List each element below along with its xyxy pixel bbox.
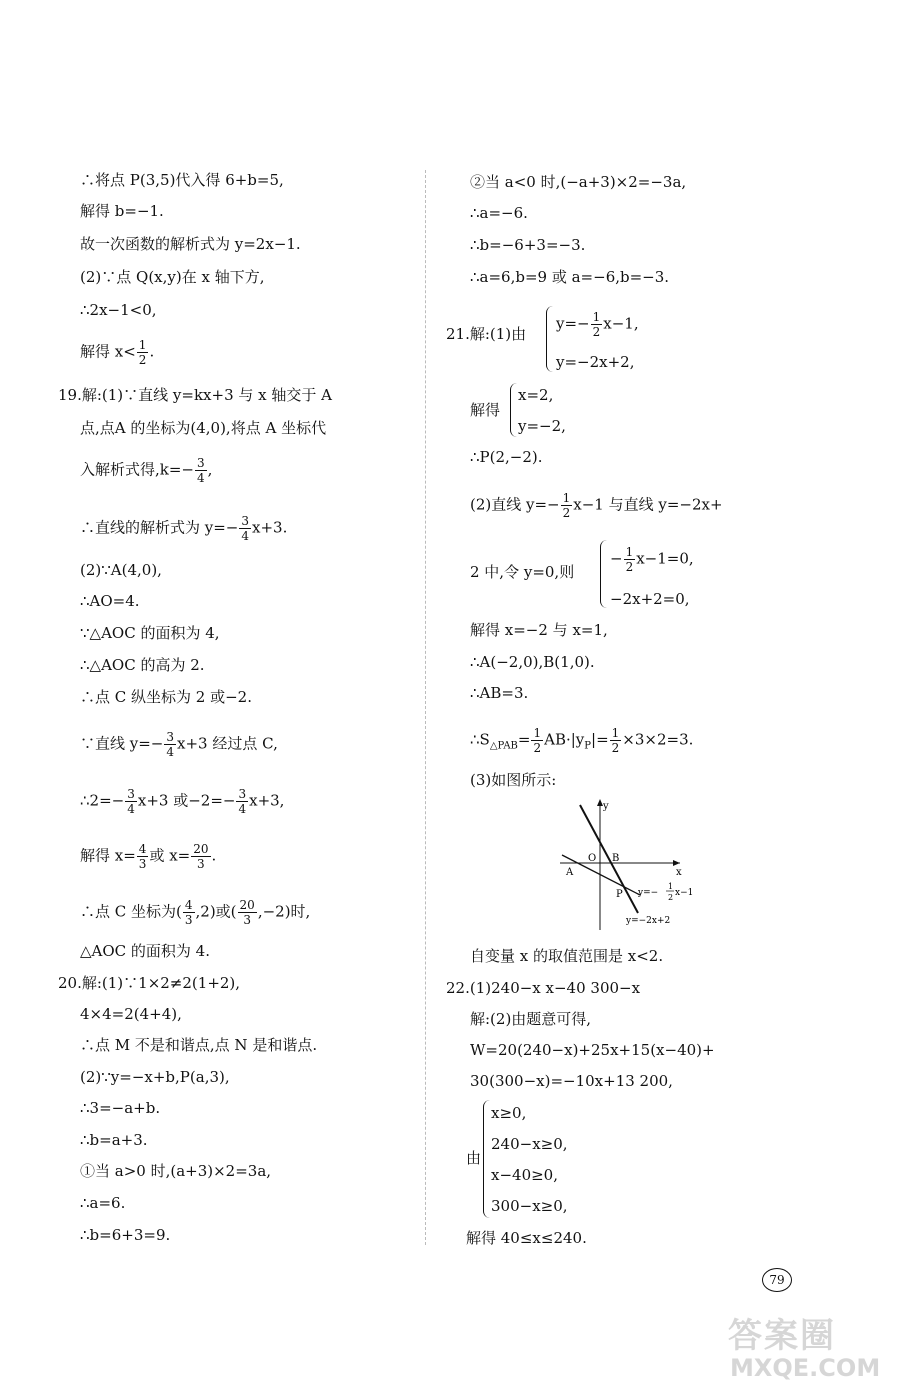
denominator: 2 [611,741,620,755]
text-span: . [211,846,217,865]
text-span: y=− [556,314,590,333]
inequality-line: 300−x≥0, [491,1197,568,1215]
denominator: 2 [625,560,634,574]
text-span: x+3. [252,518,288,537]
text-line [470,491,723,520]
fraction [561,491,573,520]
text-span: , [207,460,213,479]
text-line: ∴b=6+3=9. [80,1226,171,1244]
line-1-label-tail: x−1 [675,888,694,898]
page-number: 79 [762,1268,792,1292]
text-line: W=20(240−x)+25x+15(x−40)+ [470,1041,715,1059]
numerator: 4 [138,842,147,856]
text-line: ∴点 M 不是和谐点,点 N 是和谐点. [80,1036,318,1054]
line-1-label: y=− [638,888,659,898]
text-span: ∵直线 y=− [80,734,164,753]
text-line: ∴b=−6+3=−3. [470,236,586,254]
numerator: 1 [562,491,571,505]
text-line: ∴AO=4. [80,592,140,610]
text-span: 解得 x< [80,342,136,361]
numerator: 3 [127,787,135,801]
text-line: 30(300−x)=−10x+13 200, [470,1072,673,1090]
numerator: 4 [184,898,193,912]
text-span: |= [591,730,609,749]
numerator: 20 [193,842,209,856]
system-brace [510,383,517,437]
text-line [80,898,310,927]
point-p-label: P [616,889,623,900]
text-span: = [517,730,531,749]
text-line: 故一次函数的解析式为 y=2x−1. [80,235,301,253]
denominator: 2 [138,353,147,367]
point-a-label: A [566,867,574,878]
text-line: 自变量 x 的取值范围是 x<2. [470,947,664,965]
text-span: x−1 与直线 y=−2x+ [573,495,723,514]
denominator: 4 [127,802,135,816]
text-line [80,787,284,816]
denominator: 3 [197,857,205,871]
text-line [80,730,278,759]
text-line: 解得 40≤x≤240. [466,1229,587,1247]
numerator: 3 [241,514,250,528]
text-line: ∴3=−a+b. [80,1099,161,1117]
numerator: 3 [166,730,175,744]
numerator: 1 [592,310,601,324]
y-axis-label: y [603,801,609,812]
denominator: 2 [592,325,601,339]
denominator: 4 [238,802,247,816]
text-line: 解:(2)由题意可得, [470,1010,592,1028]
text-line: 解得 [470,401,501,419]
text-span: x+3 经过点 C, [177,734,278,753]
text-line: ∴A(−2,0),B(1,0). [470,653,595,671]
text-line: ①当 a>0 时,(a+3)×2=3a, [80,1162,272,1180]
denominator: 3 [184,913,193,927]
text-line: 解得 b=−1. [80,202,164,220]
column-divider [425,170,426,1245]
numerator: 3 [197,456,205,470]
text-line: 4×4=2(4+4), [80,1005,182,1023]
text-span: x+3 或−2=− [137,791,236,810]
text-line: ∴a=−6. [470,204,528,222]
line-2-label: y=−2x+2 [626,916,671,926]
denominator: 3 [243,913,251,927]
text-line: ∴点 C 纵坐标为 2 或−2. [80,688,252,706]
text-span: AB·|y [544,730,585,749]
text-line: (3)如图所示: [470,771,557,789]
denominator: 2 [533,741,542,755]
point-b-label: B [612,853,620,864]
text-line: △AOC 的面积为 4. [80,942,210,960]
text-span: . [149,342,155,361]
text-line: ∵△AOC 的面积为 4, [80,624,220,642]
fraction [125,787,137,816]
text-line: ∴△AOC 的高为 2. [80,656,205,674]
text-line: (2)∵A(4,0), [80,561,162,579]
fraction [183,898,195,927]
fraction [610,726,622,755]
fraction [191,842,210,871]
text-span: x−1=0, [636,549,694,568]
denominator: 4 [241,529,250,543]
text-line: 解得 x=−2 与 x=1, [470,621,608,639]
equation-line [556,310,639,339]
numerator: 1 [533,726,542,740]
inequality-line: x≥0, [491,1104,527,1122]
text-line: ∴a=6,b=9 或 a=−6,b=−3. [470,268,670,286]
question-22-line: 22.(1)240−x x−40 300−x [446,979,641,997]
text-span: x−1, [603,314,639,333]
x-axis-arrow [673,860,680,866]
text-span: ,−2)时, [257,902,311,921]
line-y-neg-half-x-minus1 [562,855,640,895]
origin-label: O [588,853,597,864]
equation-line: x=2, [518,386,554,404]
fraction [239,514,251,543]
question-19-line: 19.解:(1)∵直线 y=kx+3 与 x 轴交于 A [58,386,332,404]
text-line [470,726,693,757]
inequality-line: x−40≥0, [491,1166,558,1184]
text-span: (2)直线 y=− [470,495,560,514]
system-brace [483,1100,490,1218]
subscript: P [584,740,592,752]
text-span: − [610,549,623,568]
numerator: 20 [239,898,255,912]
numerator: 3 [238,787,247,801]
watermark-logo: 答案圈 [728,1316,836,1356]
text-line: (2)∵y=−x+b,P(a,3), [80,1068,230,1086]
equation-line: y=−2x+2, [556,353,635,371]
numerator: 1 [611,726,620,740]
fraction [591,310,603,339]
line-1-label-denominator: 2 [668,893,674,902]
watermark-url: MXQE.COM [730,1354,881,1382]
text-span: 入解析式得,k=− [80,460,194,479]
text-line: ②当 a<0 时,(−a+3)×2=−3a, [470,173,687,191]
text-line [80,842,216,871]
x-axis-label: x [676,867,682,878]
fraction [137,338,149,367]
text-line [80,514,287,543]
text-line: ∴将点 P(3,5)代入得 6+b=5, [80,171,284,189]
line-1-label-numerator: 1 [668,882,674,891]
denominator: 2 [562,506,571,520]
equation-line: −2x+2=0, [610,590,690,608]
denominator: 4 [197,471,205,485]
text-span: ∴2=− [80,791,125,810]
fraction [236,787,248,816]
text-line: (2)∵点 Q(x,y)在 x 轴下方, [80,268,265,286]
system-brace [546,306,553,372]
text-line [80,338,154,367]
fraction [531,726,543,755]
fraction [164,730,176,759]
text-line: ∴a=6. [80,1194,126,1212]
equation-line: y=−2, [518,417,566,435]
text-line: ∴2x−1<0, [80,301,157,319]
question-21-line: 21.解:(1)由 [446,325,527,343]
text-span: ∴直线的解析式为 y=− [80,518,239,537]
text-span: 或 x= [149,846,191,865]
fraction [624,545,636,574]
fraction [238,898,257,927]
text-line: 点,点A 的坐标为(4,0),将点 A 坐标代 [80,419,327,437]
function-graph [560,795,720,935]
text-line: 2 中,令 y=0,则 [470,563,575,581]
text-span: ×3×2=3. [622,730,694,749]
fraction [195,456,207,485]
text-span: 解得 x= [80,846,136,865]
fraction [137,842,149,871]
text-span: ∴点 C 坐标为( [80,902,182,921]
text-line: ∴b=a+3. [80,1131,148,1149]
text-line: ∴P(2,−2). [470,448,543,466]
denominator: 3 [138,857,147,871]
text-span: ∴S [470,730,490,749]
system-brace [600,540,607,608]
numerator: 1 [625,545,634,559]
watermark [728,1308,890,1388]
equation-line [610,545,694,574]
text-line: ∴AB=3. [470,684,529,702]
subscript: △PAB [489,740,518,752]
text-line: 由 [466,1149,482,1167]
text-span: ,2)或( [195,902,237,921]
denominator: 4 [166,745,175,759]
question-20-line: 20.解:(1)∵1×2≠2(1+2), [58,974,241,992]
text-line [80,456,212,485]
text-span: x+3, [249,791,285,810]
numerator: 1 [138,338,147,352]
inequality-line: 240−x≥0, [491,1135,568,1153]
